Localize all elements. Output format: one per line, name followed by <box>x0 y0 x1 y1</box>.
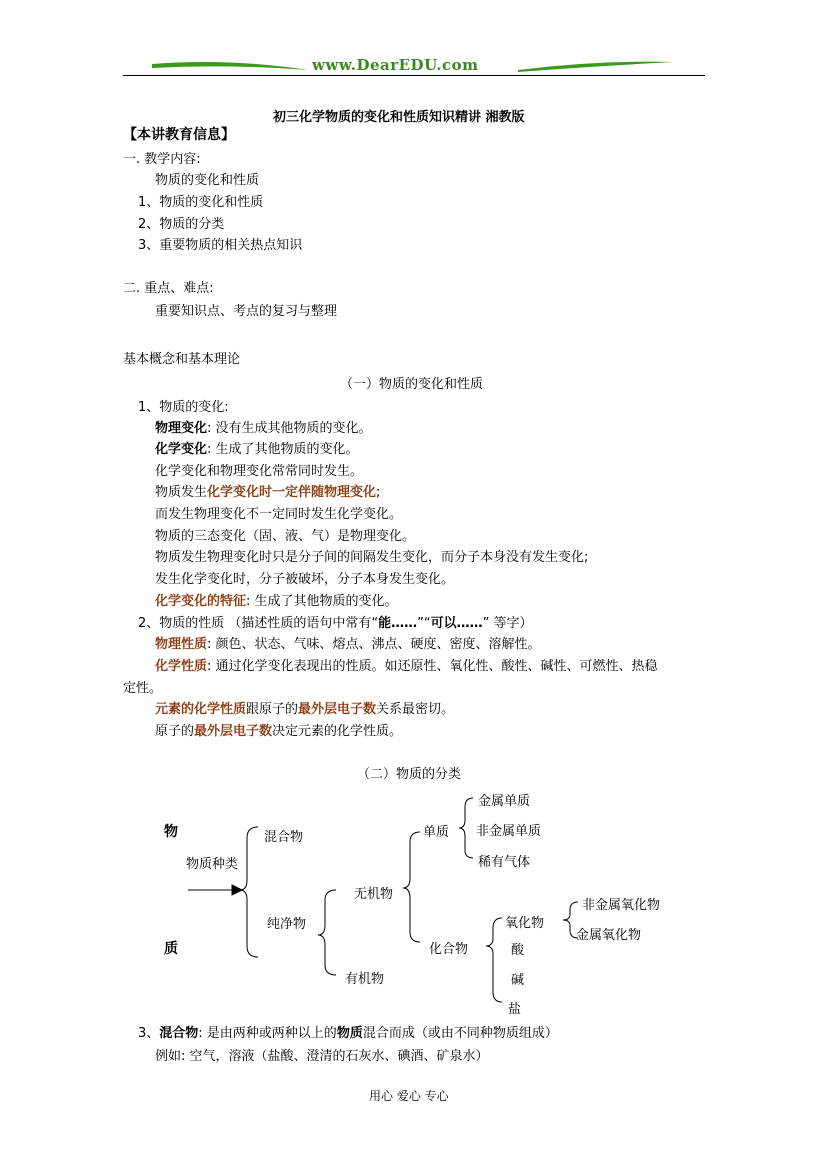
s3-line-2: 例如: 空气，溶液（盐酸、澄清的石灰水、碘酒、矿泉水） <box>155 1049 489 1064</box>
chem-prop-def: : 通过化学变化表现出的性质。如还原性、氧化性、酸性、碱性、可燃性、热稳 <box>207 659 658 674</box>
s1-item2-b: 能…… <box>378 616 418 631</box>
s3-line-1 <box>138 1022 558 1041</box>
diagram-metal-element: 金属单质 <box>478 794 531 809</box>
part1-item-2: 2、物质的分类 <box>138 217 225 232</box>
s3-line-1d: 物质 <box>336 1026 363 1041</box>
diagram-inorganic: 无机物 <box>354 887 394 902</box>
element-line-1a: 元素的化学性质 <box>155 702 247 717</box>
diagram-acid: 酸 <box>511 943 525 958</box>
element-line-1d: 关系最密切。 <box>376 702 455 717</box>
chem-change-def: : 生成了其他物质的变化。 <box>207 442 359 457</box>
phys-change-term: 物理变化 <box>155 421 208 436</box>
phys-change-def: : 没有生成其他物质的变化。 <box>207 421 372 436</box>
s1-line-2b: 化学变化时一定伴随物理变化 <box>207 485 377 500</box>
header-rule <box>123 75 705 76</box>
s2-title: （二）物质的分类 <box>357 767 462 782</box>
header-swoosh-left <box>150 58 310 74</box>
s3-line-1b: 混合物 <box>159 1026 199 1041</box>
part1-heading: 一. 教学内容: <box>123 152 201 167</box>
s1-item2-c: ”“ <box>417 616 431 631</box>
site-logo: www.DearEDU.com <box>312 56 479 74</box>
s1-line-7a: 化学变化的特征 <box>155 594 247 609</box>
diagram-pure: 纯净物 <box>267 917 307 932</box>
part1-topic: 物质的变化和性质 <box>155 173 260 188</box>
s1-line-1: 化学变化和物理变化常常同时发生。 <box>155 464 364 479</box>
chem-change-term: 化学变化 <box>155 442 208 457</box>
diagram-kinds: 物质种类 <box>186 857 239 872</box>
diagram-organic: 有机物 <box>345 972 385 987</box>
basic-heading: 基本概念和基本理论 <box>123 352 241 367</box>
element-line-2c: 决定元素的化学性质。 <box>272 724 403 739</box>
s1-line-4: 物质的三态变化（固、液、气）是物理变化。 <box>155 529 416 544</box>
s1-line-7b: : 生成了其他物质的变化。 <box>246 594 398 609</box>
s1-line-2 <box>155 481 380 500</box>
element-line-2 <box>155 720 402 739</box>
s1-title: （一）物质的变化和性质 <box>340 377 484 392</box>
s3-line-1c: : 是由两种或两种以上的 <box>198 1026 337 1041</box>
diagram-nonmetal-oxide: 非金属氧化物 <box>582 898 661 913</box>
diagram-zhi: 质 <box>164 941 178 957</box>
diagram-metal-oxide: 金属氧化物 <box>576 928 642 943</box>
s1-line-7 <box>155 590 398 609</box>
s1-item1: 1、物质的变化: <box>138 400 229 415</box>
diagram-mixture: 混合物 <box>264 830 304 845</box>
chem-prop-def-2: 定性。 <box>123 681 163 696</box>
s1-item2-a: 2、物质的性质 （描述性质的语句中常有“ <box>138 616 379 631</box>
part1-item-3: 3、重要物质的相关热点知识 <box>138 238 303 253</box>
header-swoosh-right <box>516 58 676 74</box>
s1-item2-d: 可以…… <box>430 616 483 631</box>
s1-item2-e: ” 等字） <box>482 616 533 631</box>
diagram-compound: 化合物 <box>429 942 469 957</box>
phys-change-line <box>155 417 372 436</box>
part1-item-1: 1、物质的变化和性质 <box>138 195 264 210</box>
diagram-base: 碱 <box>511 973 525 988</box>
s1-item2 <box>138 612 533 631</box>
diagram-wu: 物 <box>164 824 178 840</box>
page-footer: 用心 爱心 专心 <box>369 1089 449 1103</box>
diagram-noble-gas: 稀有气体 <box>478 855 531 870</box>
element-line-2a: 原子的 <box>155 724 195 739</box>
s1-line-3: 而发生物理变化不一定同时发生化学变化。 <box>155 507 403 522</box>
chem-prop-term: 化学性质 <box>155 659 208 674</box>
s3-line-1e: 混合而成（或由不同种物质组成） <box>362 1026 558 1041</box>
element-line-1b: 跟原子的 <box>246 702 299 717</box>
element-line-1c: 最外层电子数 <box>298 702 377 717</box>
part2-heading: 二. 重点、难点: <box>123 281 214 296</box>
part2-text: 重要知识点、考点的复习与整理 <box>155 304 338 319</box>
element-line-1 <box>155 698 454 717</box>
diagram-salt: 盐 <box>508 1002 522 1017</box>
section-head: 【本讲教育信息】 <box>123 127 235 143</box>
s1-line-2c: ; <box>376 485 381 500</box>
diagram-nonmetal-element: 非金属单质 <box>476 824 542 839</box>
s3-line-1a: 3、 <box>138 1026 160 1041</box>
s1-line-6: 发生化学变化时，分子被破坏，分子本身发生变化。 <box>155 572 455 587</box>
doc-title: 初三化学物质的变化和性质知识精讲 湘教版 <box>273 110 525 125</box>
chem-change-line <box>155 438 359 457</box>
phys-prop-def: : 颜色、状态、气味、熔点、沸点、硬度、密度、溶解性。 <box>207 637 541 652</box>
phys-prop-line <box>155 633 541 652</box>
element-line-2b: 最外层电子数 <box>194 724 273 739</box>
s1-line-5: 物质发生物理变化时只是分子间的间隔发生变化，而分子本身没有发生变化; <box>155 550 589 565</box>
diagram-element: 单质 <box>423 825 450 840</box>
phys-prop-term: 物理性质 <box>155 637 208 652</box>
chem-prop-line <box>155 655 658 674</box>
s1-line-2a: 物质发生 <box>155 485 208 500</box>
diagram-oxide: 氧化物 <box>505 916 545 931</box>
